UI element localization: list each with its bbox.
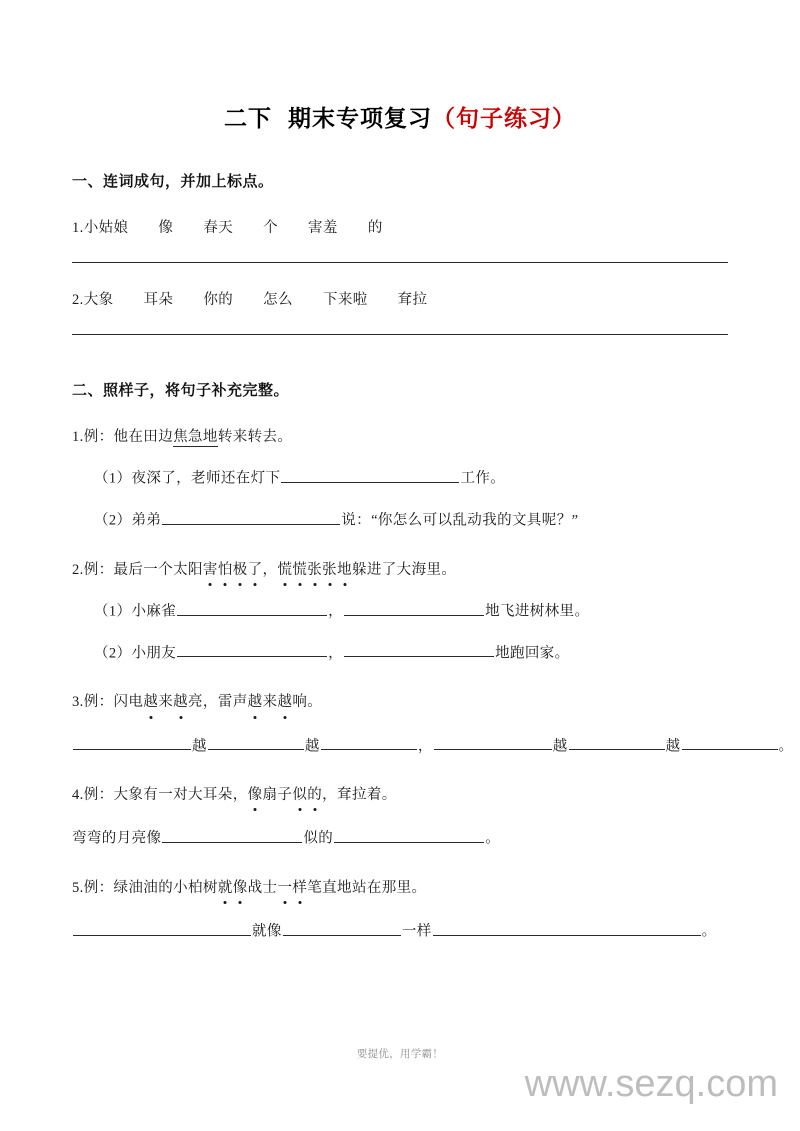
sub-item-label: （1） xyxy=(94,470,132,487)
connector-text: 越 xyxy=(552,738,568,755)
sentence-text: ， xyxy=(417,738,433,755)
watermark: www.sezq.com xyxy=(524,1063,778,1105)
fill-blank-2-1-1 xyxy=(72,467,728,491)
emphasis-dot-char: 越 xyxy=(143,691,158,714)
blank-field[interactable] xyxy=(433,920,701,936)
emphasis-dot-char: 越 xyxy=(277,691,292,714)
sentence-text: ， xyxy=(328,645,344,662)
title-subject: 期末专项复习 xyxy=(288,106,432,131)
fill-blank-2-5 xyxy=(72,920,728,944)
blank-field[interactable] xyxy=(434,735,552,751)
blank-field[interactable] xyxy=(569,735,665,751)
sentence-text: 弟弟 xyxy=(131,512,162,529)
connector-text: 越 xyxy=(665,738,681,755)
example-text: ， xyxy=(262,561,278,578)
example-label: 例： xyxy=(83,694,114,711)
scramble-token: 春天 xyxy=(203,219,234,236)
connector-text: 一样 xyxy=(401,923,432,940)
question-number: 2. xyxy=(72,561,84,578)
sentence-text: 。 xyxy=(701,923,717,940)
example-text: 扇子 xyxy=(262,787,293,804)
example-2-2 xyxy=(72,559,728,582)
emphasis-dot-char: 就 xyxy=(218,877,233,900)
sentence-text: 小麻雀 xyxy=(131,603,177,620)
question-number: 1. xyxy=(72,429,84,446)
emphasis-dot-char: 样 xyxy=(292,877,307,900)
footer-note: 要提优，用学霸！ xyxy=(356,1048,444,1060)
example-text: 来 xyxy=(262,694,278,711)
scramble-token: 怎么 xyxy=(263,292,293,309)
answer-line[interactable] xyxy=(72,262,728,263)
connector-text: 越 xyxy=(304,738,320,755)
title-grade: 二下 xyxy=(224,106,272,131)
question-number: 1. xyxy=(72,219,84,236)
question-number: 3. xyxy=(72,694,84,711)
blank-field[interactable] xyxy=(281,467,459,483)
blank-field[interactable] xyxy=(344,600,484,616)
blank-field[interactable] xyxy=(344,642,494,658)
blank-field[interactable] xyxy=(208,735,304,751)
connector-text: 就像 xyxy=(252,923,282,940)
scramble-token: 像 xyxy=(158,219,174,236)
connector-text: 越 xyxy=(192,738,207,755)
question-number: 2. xyxy=(72,292,84,309)
example-text: 绿油油的小柏树 xyxy=(113,880,218,897)
sub-item-label: （2） xyxy=(94,645,132,662)
example-text: 响。 xyxy=(292,694,323,711)
sentence-text: 工作。 xyxy=(460,470,506,487)
scramble-token: 个 xyxy=(263,219,279,236)
example-text: ，耷拉着。 xyxy=(322,787,397,804)
blank-field[interactable] xyxy=(334,827,484,843)
example-2-4 xyxy=(72,784,728,807)
blank-field[interactable] xyxy=(177,642,327,658)
scramble-token: 小姑娘 xyxy=(83,219,129,236)
blank-field[interactable] xyxy=(177,600,327,616)
example-text: 他在田边 xyxy=(113,429,174,446)
answer-line[interactable] xyxy=(72,334,728,335)
example-text: 最后一个太阳 xyxy=(113,561,203,578)
question-1-2 xyxy=(72,289,728,312)
emphasis-dot-char: 像 xyxy=(233,877,248,900)
question-1-1 xyxy=(72,217,728,240)
sentence-text: ， xyxy=(328,603,344,620)
blank-field[interactable] xyxy=(682,735,778,751)
scramble-token: 下来啦 xyxy=(322,292,368,309)
example-label: 例： xyxy=(83,787,114,804)
blank-field[interactable] xyxy=(162,827,302,843)
example-label: 例： xyxy=(83,429,114,446)
section-heading-2: 二、照样子，将句子补充完整。 xyxy=(72,383,290,400)
example-text: 转来转去。 xyxy=(217,429,293,446)
page-title xyxy=(72,104,728,134)
connector-text: 似的 xyxy=(303,830,334,847)
sentence-text: 夜深了，老师还在灯下 xyxy=(131,470,281,487)
sentence-text: 地飞进树林里。 xyxy=(485,603,590,620)
sentence-text: 小朋友 xyxy=(131,645,177,662)
sentence-text: 说：“你怎么可以乱动我的文具呢？” xyxy=(341,512,579,529)
example-label: 例： xyxy=(83,880,114,897)
example-underlined-phrase: 焦急地 xyxy=(173,429,218,446)
example-text: 战士 xyxy=(247,880,278,897)
emphasis-dot-char: 似 xyxy=(292,784,307,807)
blank-field[interactable] xyxy=(73,735,191,751)
blank-field[interactable] xyxy=(283,920,401,936)
example-text: 笔直地站在那里。 xyxy=(307,880,427,897)
emphasis-dot-char: 越 xyxy=(248,691,263,714)
fill-blank-2-2-1 xyxy=(72,600,728,624)
question-number: 5. xyxy=(72,880,84,897)
example-text: 大象有一对大耳朵， xyxy=(113,787,248,804)
emphasis-dot-char: 一 xyxy=(277,877,292,900)
fill-blank-2-3 xyxy=(72,735,794,759)
emphasis-dot-char: 越 xyxy=(173,691,188,714)
emphasis-dot-char: 像 xyxy=(248,784,263,807)
fill-blank-2-2-2 xyxy=(72,642,728,666)
scramble-token: 大象 xyxy=(83,292,114,309)
emphasis-dot-char: 的 xyxy=(307,784,322,807)
question-number: 4. xyxy=(72,787,84,804)
blank-field[interactable] xyxy=(73,920,251,936)
blank-field[interactable] xyxy=(162,509,340,525)
scramble-token: 耷拉 xyxy=(397,292,428,309)
example-text: 来 xyxy=(158,694,174,711)
sentence-text: 。 xyxy=(778,738,794,755)
blank-field[interactable] xyxy=(321,735,417,751)
example-label: 例： xyxy=(83,561,114,578)
example-text: 亮，雷声 xyxy=(188,694,248,711)
scramble-token: 耳朵 xyxy=(143,292,174,309)
example-text: 躲进了大海里。 xyxy=(351,561,457,578)
example-text: 闪电 xyxy=(113,694,144,711)
scramble-token: 的 xyxy=(367,219,383,236)
scramble-token: 害羞 xyxy=(308,219,338,236)
fill-blank-2-1-2 xyxy=(72,509,728,533)
example-2-3 xyxy=(72,691,728,714)
example-2-1 xyxy=(72,426,728,449)
section-heading-1: 一、连词成句，并加上标点。 xyxy=(72,173,274,190)
sub-item-label: （2） xyxy=(94,512,132,529)
fill-blank-2-4 xyxy=(72,827,728,851)
title-parenthetical: （句子练习） xyxy=(432,106,576,131)
scramble-token: 你的 xyxy=(203,292,234,309)
emphasis-dotted-phrase: 慌慌张张地 xyxy=(277,562,352,578)
sentence-text: 地跑回家。 xyxy=(495,645,570,662)
sub-item-label: （1） xyxy=(94,603,132,620)
sentence-text: 。 xyxy=(485,830,501,847)
emphasis-dotted-phrase: 害怕极了 xyxy=(203,562,263,578)
example-2-5 xyxy=(72,877,728,900)
sentence-text: 弯弯的月亮像 xyxy=(72,830,162,847)
